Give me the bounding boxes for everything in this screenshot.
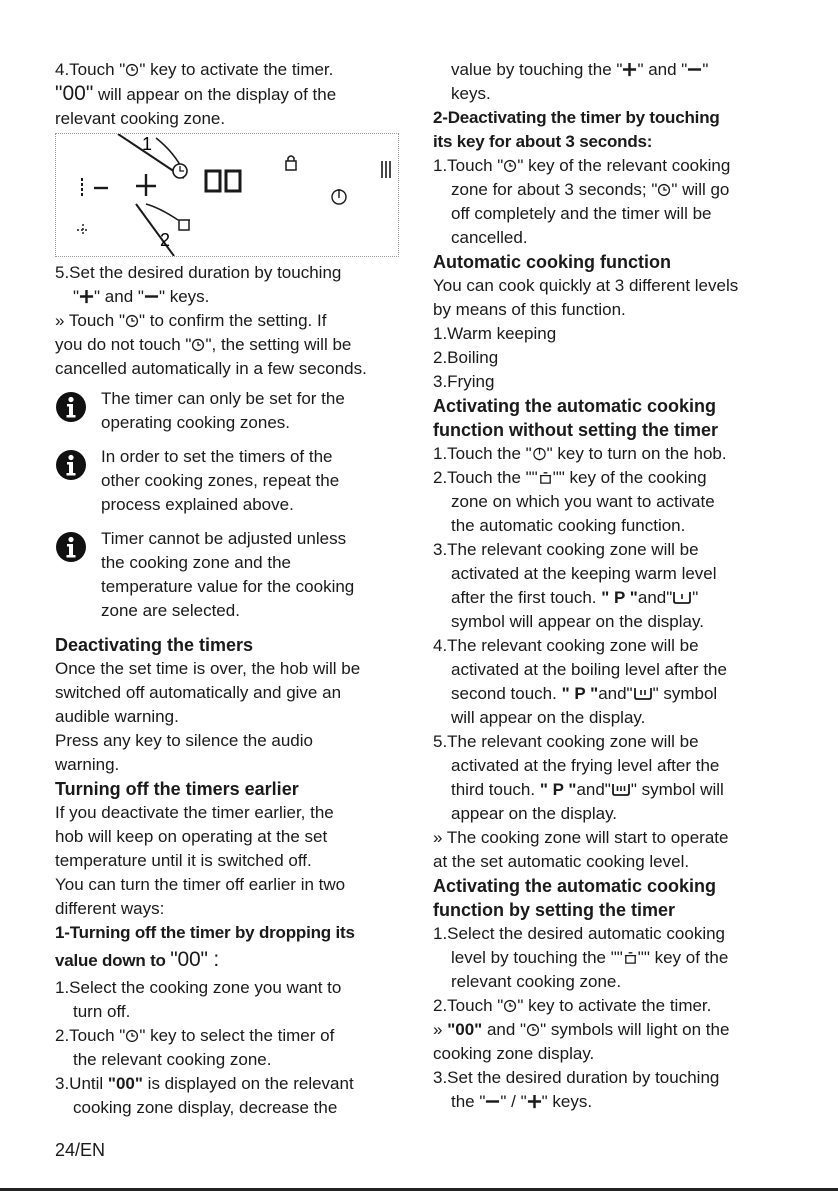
- text: 1.Select the cooking zone you want to: [55, 978, 342, 997]
- b3-line: [433, 1018, 788, 1042]
- note-line: the cooking zone and the: [101, 553, 291, 572]
- body-line: You can cook quickly at 3 different levels: [433, 276, 739, 295]
- m1-step-3: [55, 1072, 410, 1096]
- panel-lock-icon: [286, 156, 296, 170]
- a3-cont-2: [433, 586, 788, 610]
- panel-pot-icon: [178, 220, 190, 230]
- text: ": [702, 60, 709, 79]
- text: the ": [451, 1092, 486, 1111]
- b2-line: [433, 994, 788, 1018]
- info-note-2: [55, 445, 410, 517]
- minus-icon: [687, 62, 702, 77]
- level-item: 3.Frying: [433, 372, 495, 391]
- text: you do not touch ": [55, 335, 192, 354]
- text: 2.Touch ": [55, 1026, 126, 1045]
- text: 4.Touch ": [55, 60, 126, 79]
- plus-icon: [622, 62, 637, 77]
- step-5-line: 5.Set the desired duration by touching: [55, 263, 342, 282]
- a3-cont-3: symbol will appear on the display.: [451, 612, 704, 631]
- boiling-icon: [633, 685, 653, 701]
- body-line: by means of this function.: [433, 300, 626, 319]
- text: "" key of the cooking: [552, 468, 707, 487]
- panel-power-icon: [332, 189, 346, 204]
- timer-icon: [125, 63, 139, 77]
- text: »: [433, 1020, 448, 1039]
- info-icon: [55, 449, 87, 481]
- a5-cont: activated at the frying level after the: [451, 756, 720, 775]
- p-mark: " P ": [539, 780, 577, 799]
- panel-plus-key: [136, 174, 156, 196]
- m1-step-1: [55, 976, 410, 1024]
- a3-line: 3.The relevant cooking zone will be: [433, 540, 699, 559]
- plus-icon: [79, 289, 94, 304]
- timer-icon: [125, 1029, 139, 1043]
- text: second touch.: [451, 684, 562, 703]
- m1-step-2: [55, 1024, 410, 1048]
- display-00-text: "00": [55, 82, 94, 105]
- text: " and ": [94, 287, 144, 306]
- text: » Touch ": [55, 311, 125, 330]
- pointer-label-2: 2: [160, 230, 171, 250]
- control-panel-illustration: [55, 133, 399, 257]
- text: " will go: [671, 180, 730, 199]
- text: and": [637, 588, 673, 607]
- result-line: at the set automatic cooking level.: [433, 852, 690, 871]
- body-line: switched off automatically and give an: [55, 683, 342, 702]
- b4-line: 3.Set the desired duration by touching: [433, 1068, 720, 1087]
- m2-line-3: off completely and the timer will be: [451, 204, 712, 223]
- text: value by touching the ": [451, 60, 623, 79]
- note-line: operating cooking zones.: [101, 413, 291, 432]
- text: " symbol will: [630, 780, 724, 799]
- a5-cont-3: appear on the display.: [451, 804, 618, 823]
- text: is displayed on the relevant: [142, 1074, 354, 1093]
- a4-cont: activated at the boiling level after the: [451, 660, 727, 679]
- body-line: hob will keep on operating at the set: [55, 827, 328, 846]
- text: and": [576, 780, 611, 799]
- b1-cont-2: relevant cooking zone.: [451, 972, 622, 991]
- text: " keys.: [158, 287, 210, 306]
- note-line: In order to set the timers of the: [101, 447, 333, 466]
- info-icon: [55, 531, 87, 563]
- method-1-heading-2: [55, 945, 410, 976]
- minus-icon: [144, 289, 159, 304]
- text: and": [598, 684, 633, 703]
- turning-off-heading: Turning off the timers earlier: [55, 779, 299, 799]
- body-line: different ways:: [55, 899, 165, 918]
- text: " key of the relevant cooking: [517, 156, 731, 175]
- note-line: temperature value for the cooking: [101, 577, 355, 596]
- text: 1.Touch ": [433, 156, 504, 175]
- panel-level-bars: [382, 161, 390, 178]
- a2-cont: zone on which you want to activate: [451, 492, 715, 511]
- text: value down to: [55, 951, 171, 970]
- b1-line: 1.Select the desired automatic cooking: [433, 924, 726, 943]
- text: " symbol: [652, 684, 718, 703]
- pointer-label-1: 1: [142, 134, 153, 154]
- body-line: If you deactivate the timer earlier, the: [55, 803, 334, 822]
- p-mark: " P ": [601, 588, 638, 607]
- deactivating-timers-heading: Deactivating the timers: [55, 635, 254, 655]
- b4-cont: [433, 1090, 788, 1114]
- text: " symbols will light on the: [540, 1020, 730, 1039]
- confirm-line-1: [55, 309, 410, 333]
- m2-line: [433, 154, 788, 178]
- text: level by touching the "": [451, 948, 623, 967]
- activating-timer-heading: Activating the automatic cooking: [433, 876, 717, 896]
- display-00-text: "00": [107, 1074, 143, 1093]
- body-line: temperature until it is switched off.: [55, 851, 312, 870]
- method-1-heading: 1-Turning off the timer by dropping its: [55, 923, 355, 942]
- cont-line: [433, 58, 788, 82]
- timer-icon: [657, 183, 671, 197]
- step-4-line: [55, 58, 410, 82]
- body-line: Press any key to silence the audio: [55, 731, 313, 750]
- text: " to confirm the setting. If: [139, 311, 327, 330]
- display-00-text: "00": [447, 1020, 483, 1039]
- panel-small-key: [77, 224, 89, 236]
- pot-icon: [538, 470, 553, 485]
- step-5-keys-line: [55, 285, 410, 309]
- level-item: 1.Warm keeping: [433, 324, 557, 343]
- warm-keeping-icon: [672, 589, 692, 605]
- method-2-heading: 2-Deactivating the timer by touching: [433, 108, 720, 127]
- note-line: zone are selected.: [101, 601, 240, 620]
- text: " / ": [500, 1092, 527, 1111]
- plus-icon: [527, 1094, 542, 1109]
- a4-cont-2: [433, 682, 788, 706]
- text: " key to activate the timer.: [139, 60, 334, 79]
- text: after the first touch.: [451, 588, 602, 607]
- a2-line: [433, 466, 788, 490]
- note-line: Timer cannot be adjusted unless: [101, 529, 347, 548]
- text: "" key of the: [637, 948, 729, 967]
- text: " key to select the timer of: [139, 1026, 335, 1045]
- p-mark: " P ": [561, 684, 599, 703]
- text: " keys.: [541, 1092, 593, 1111]
- a4-cont-3: will appear on the display.: [451, 708, 646, 727]
- cont-line-2: keys.: [451, 84, 491, 103]
- text: ": [73, 287, 80, 306]
- b3-cont: cooking zone display.: [433, 1044, 595, 1063]
- b1-cont: [433, 946, 788, 970]
- m1-step-2-cont: the relevant cooking zone.: [73, 1050, 272, 1069]
- text: will appear on the display of the: [93, 85, 337, 104]
- result-line: » The cooking zone will start to operate: [433, 828, 729, 847]
- panel-digit-display: [206, 171, 240, 191]
- info-note-1: [55, 387, 410, 435]
- note-line: other cooking zones, repeat the: [101, 471, 340, 490]
- a5-cont-2: [433, 778, 788, 802]
- note-line: process explained above.: [101, 495, 294, 514]
- m2-line-2: [433, 178, 788, 202]
- text: 2.Touch the "": [433, 468, 538, 487]
- a3-cont: activated at the keeping warm level: [451, 564, 717, 583]
- text: zone for about 3 seconds; ": [451, 180, 658, 199]
- text: 3.Until: [55, 1074, 108, 1093]
- text: and ": [482, 1020, 527, 1039]
- display-00-text: "00" :: [170, 948, 220, 971]
- text: ", the setting will be: [205, 335, 352, 354]
- level-item: 2.Boiling: [433, 348, 499, 367]
- text: 2.Touch ": [433, 996, 504, 1015]
- timer-icon: [526, 1023, 540, 1037]
- activating-timer-heading-2: function by setting the timer: [433, 900, 676, 920]
- pot-icon: [623, 950, 638, 965]
- a2-cont: the automatic cooking function.: [451, 516, 686, 535]
- body-line: audible warning.: [55, 707, 179, 726]
- confirm-line-2: [55, 333, 410, 357]
- a5-line: 5.The relevant cooking zone will be: [433, 732, 699, 751]
- text: " key to turn on the hob.: [546, 444, 727, 463]
- power-icon: [532, 446, 547, 461]
- note-line: The timer can only be set for the: [101, 389, 345, 408]
- timer-icon: [125, 314, 139, 328]
- body-line: Once the set time is over, the hob will be: [55, 659, 361, 678]
- left-column: [55, 58, 410, 1120]
- activating-no-timer-heading: Activating the automatic cooking: [433, 396, 717, 416]
- a4-line: 4.The relevant cooking zone will be: [433, 636, 699, 655]
- frying-icon: [611, 781, 631, 797]
- body-line: You can turn the timer off earlier in two: [55, 875, 346, 894]
- text: " key to activate the timer.: [517, 996, 712, 1015]
- body-line: warning.: [55, 755, 120, 774]
- step-4-zone-line: relevant cooking zone.: [55, 109, 226, 128]
- page-number: 24/EN: [55, 1140, 106, 1160]
- m1-step-3-cont: cooking zone display, decrease the: [73, 1098, 338, 1117]
- timer-icon: [503, 999, 517, 1013]
- info-note-3: [55, 527, 410, 623]
- automatic-cooking-heading: Automatic cooking function: [433, 252, 671, 272]
- text: " and ": [637, 60, 688, 79]
- right-column: [433, 58, 788, 1114]
- a1-line: [433, 442, 788, 466]
- text: ": [692, 588, 699, 607]
- activating-no-timer-heading-2: function without setting the timer: [433, 420, 718, 440]
- timer-icon: [191, 338, 205, 352]
- method-2-heading-2: its key for about 3 seconds:: [433, 132, 653, 151]
- text: 1.Touch the ": [433, 444, 532, 463]
- timer-icon: [503, 159, 517, 173]
- step-4-display-line: [55, 82, 410, 107]
- minus-icon: [485, 1094, 500, 1109]
- m2-line-4: cancelled.: [451, 228, 528, 247]
- text: third touch.: [451, 780, 540, 799]
- confirm-line-3: cancelled automatically in a few seconds.: [55, 359, 367, 378]
- text: turn off.: [73, 1002, 131, 1021]
- info-icon: [55, 391, 87, 423]
- control-panel-svg: [56, 134, 398, 256]
